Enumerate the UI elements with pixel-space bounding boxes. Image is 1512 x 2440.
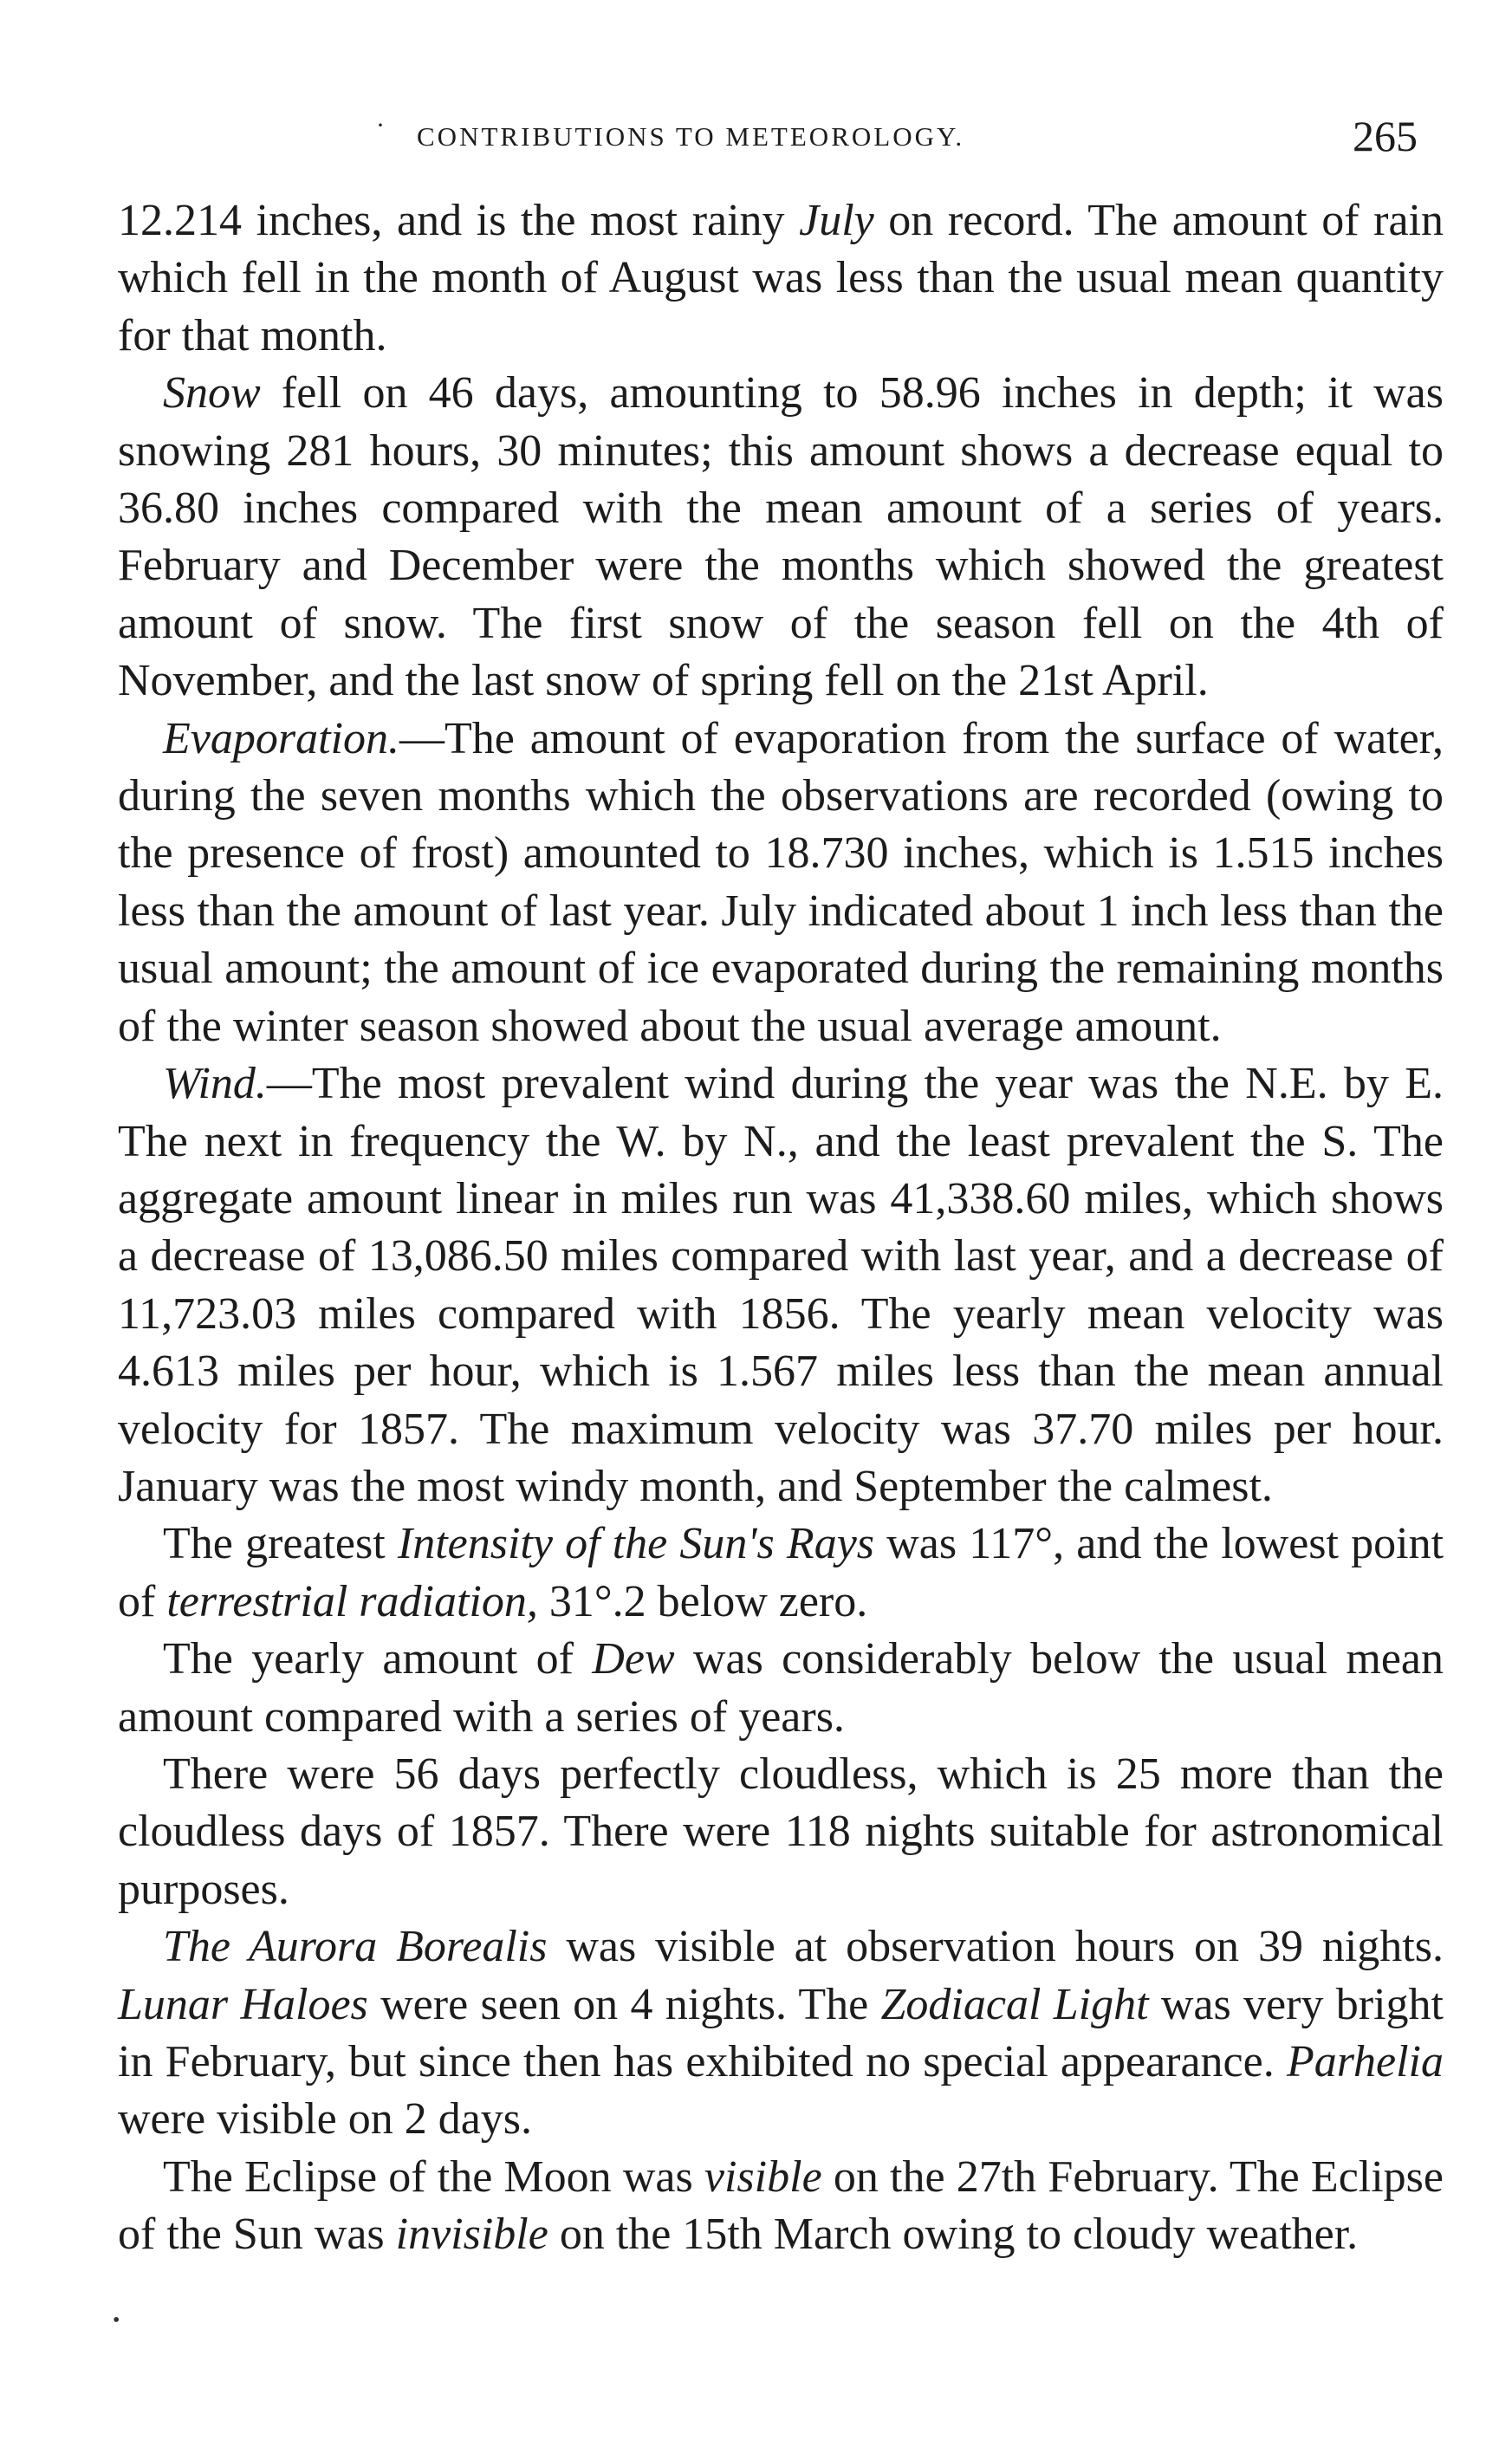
text-run: were visible on 2 days.: [118, 2094, 533, 2145]
italic-run: Evaporation.: [163, 713, 399, 763]
italic-run: July: [799, 196, 874, 245]
text-run: fell on 46 days, amounting to 58.96 inches in depth; it was snowing 281 hours, 30 minutes; this amount shows a decrease equal to 36.80 inches compared with the mean amount of a series of years. February and December were the months which showed the greatest amount of snow. The first snow of the season fell on the 4th of November, and the last snow of spring fell on the 21st April.: [118, 368, 1444, 706]
text-run: 12.214 inches, and is the most rainy: [118, 196, 800, 245]
text-run: The greatest: [163, 1519, 398, 1569]
text-run: was considerably below the usual mean amount compared with a series of years.: [118, 1634, 1444, 1742]
running-title: CONTRIBUTIONS TO METEOROLOGY.: [417, 121, 965, 152]
italic-run: Zodiacal Light: [880, 1979, 1149, 2029]
text-run: was 117°, and the lowest point of: [118, 1519, 1444, 1626]
paragraph-snow: [118, 365, 1444, 710]
text-run: on record. The amount of rain which fell in the month of August was less than the usual mean quantity for that month.: [118, 196, 1444, 360]
footer-mark: •: [113, 2309, 120, 2332]
paragraph-sun-intensity: [118, 1515, 1444, 1631]
italic-run: visible: [704, 2151, 822, 2202]
text-run: The Eclipse of the Moon was: [163, 2151, 704, 2202]
italic-run: Wind.: [163, 1059, 267, 1109]
text-run: was very bright in February, but since then has exhibited no special appearance.: [118, 1979, 1444, 2086]
page-number: 265: [1353, 112, 1418, 160]
paragraph-aurora: [118, 1918, 1444, 2149]
paragraph-evaporation: [118, 711, 1444, 1055]
paragraph-wind: [118, 1055, 1444, 1515]
running-header: [118, 104, 1444, 182]
italic-run: Snow: [163, 368, 261, 419]
body-text: [118, 192, 1444, 2264]
header-bullet: ·: [376, 111, 385, 140]
italic-run: Intensity of the Sun's Rays: [397, 1519, 875, 1569]
paragraph-eclipse: [118, 2149, 1444, 2264]
text-run: was visible at observation hours on 39 nights.: [547, 1922, 1444, 1972]
italic-run: Lunar Haloes: [118, 1979, 368, 2029]
paragraph-rain-continued: [118, 192, 1444, 365]
text-run: on the 27th February. The Eclipse of the Sun was: [118, 2151, 1444, 2260]
book-page: [118, 104, 1444, 2264]
paragraph-dew: [118, 1631, 1444, 1746]
text-run: 31°.2 below zero.: [537, 1576, 868, 1626]
text-run: on the 15th March owing to cloudy weather.: [548, 2210, 1359, 2260]
italic-run: Parhelia: [1286, 2037, 1444, 2086]
text-run: The yearly amount of: [163, 1634, 593, 1684]
text-run: There were 56 days perfectly cloudless, which is 25 more than the cloudless days of 1857. There were 118 nights suitable for astronomical purposes.: [118, 1749, 1444, 1914]
paragraph-cloudless: [118, 1746, 1444, 1918]
text-run: —The amount of evaporation from the surface of water, during the seven months which the observations are recorded (owing to the presence of frost) amounted to 18.730 inches, which is 1.515 inches less than the amount of last year. July indicated about 1 inch less than the usual amount; the amount of ice evaporated during the remaining months of the winter season showed about the usual average amount.: [118, 713, 1444, 1051]
italic-run: The Aurora Borealis: [163, 1922, 548, 1972]
italic-run: terrestrial radiation,: [166, 1576, 538, 1626]
italic-run: Dew: [592, 1634, 675, 1684]
text-run: —The most prevalent wind during the year was the N.E. by E. The next in frequency the W. by N., and the least prevalent the S. The aggregate amount linear in miles run was 41,338.60 miles, which shows a decrease of 13,086.50 miles compared with last year, and a decrease of 11,723.03 miles compared with 1856. The yearly mean velocity was 4.613 miles per hour, which is 1.567 miles less than the mean annual velocity for 1857. The maximum velocity was 37.70 miles per hour. January was the most windy month, and September the calmest.: [118, 1059, 1444, 1511]
text-run: were seen on 4 nights. The: [367, 1979, 881, 2029]
italic-run: invisible: [395, 2210, 548, 2260]
